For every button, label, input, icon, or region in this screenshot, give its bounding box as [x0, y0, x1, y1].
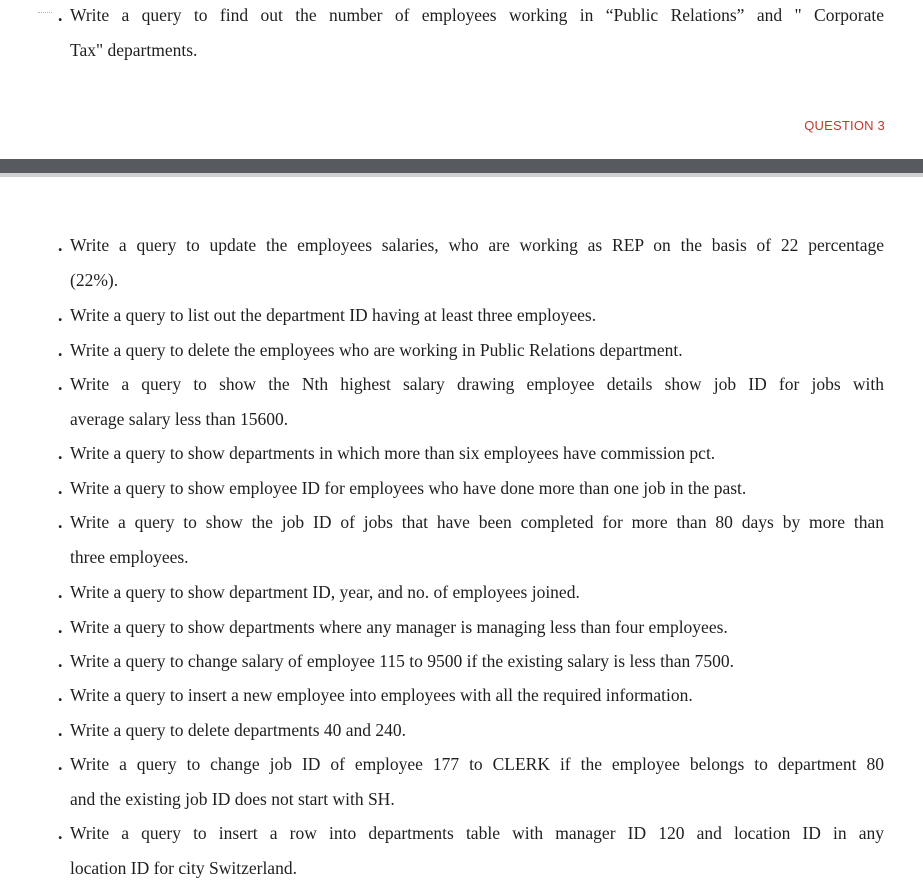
list-item [58, 333, 884, 368]
bullet: . [58, 340, 63, 360]
list-item [58, 678, 884, 713]
bullet: . [58, 5, 63, 25]
section-divider-shadow [0, 173, 923, 177]
list-item-line: Write a query to insert a row into departments table with manager ID 120 and location ID in any [70, 823, 884, 843]
list-item-line: Write a query to show the Nth highest salary drawing employee details show job ID for jobs with [70, 374, 884, 394]
bullet: . [58, 720, 63, 740]
list-item-line: Write a query to show the job ID of jobs that have been completed for more than 80 days by more than [70, 512, 884, 532]
list-item [58, 505, 884, 574]
bullet: . [58, 582, 63, 602]
list-item-line: Tax" departments. [70, 39, 198, 60]
list-item [58, 298, 884, 333]
list-item-line: (22%). [70, 269, 119, 290]
list-item-line: Write a query to change job ID of employee 177 to CLERK if the employee belongs to department 80 [70, 754, 884, 774]
section-divider [0, 159, 923, 173]
list-item-line: and the existing job ID does not start with SH. [70, 788, 395, 809]
bullet: . [58, 823, 63, 843]
list-item-line: Write a query to show departments where any manager is managing less than four employees. [70, 617, 728, 637]
list-item-line: Write a query to show departments in which more than six employees have commission pct. [70, 443, 716, 463]
list-item-line: Write a query to show department ID, year, and no. of employees joined. [70, 582, 580, 602]
list-item-line: location ID for city Switzerland. [70, 857, 297, 878]
list-item [58, 610, 884, 645]
bullet: . [58, 617, 63, 637]
bullet: . [58, 512, 63, 532]
top-list-item [58, 0, 884, 67]
list-item-line: Write a query to show employee ID for employees who have done more than one job in the past. [70, 478, 747, 498]
list-item [58, 367, 884, 436]
bullet: . [58, 235, 63, 255]
list-item-line: Write a query to delete departments 40 and 240. [70, 720, 407, 740]
list-item-line: Write a query to insert a new employee into employees with all the required information. [70, 685, 693, 705]
list-item [58, 471, 884, 506]
bullet: . [58, 754, 63, 774]
list-item-line: Write a query to list out the department ID having at least three employees. [70, 305, 597, 325]
list-item [58, 436, 884, 471]
list-item-line: average salary less than 15600. [70, 408, 289, 429]
list-item [58, 644, 884, 679]
list-item-line: Write a query to update the employees salaries, who are working as REP on the basis of 22 percentage [70, 235, 884, 255]
list-item [58, 575, 884, 610]
list-item-line: Write a query to delete the employees who are working in Public Relations department. [70, 340, 683, 360]
bullet: . [58, 685, 63, 705]
list-item [58, 816, 884, 885]
list-item [58, 713, 884, 748]
bullet: . [58, 305, 63, 325]
list-item-line: three employees. [70, 546, 189, 567]
list-item-line: Write a query to find out the number of employees working in “Public Relations” and " Corporate [70, 5, 884, 25]
question-heading: QUESTION 3 [804, 118, 885, 133]
list-item [58, 747, 884, 816]
bullet: . [58, 374, 63, 394]
list-item-line: Write a query to change salary of employee 115 to 9500 if the existing salary is less than 7500. [70, 651, 734, 671]
list-item [58, 228, 884, 297]
bullet: . [58, 443, 63, 463]
tick-mark [38, 12, 52, 13]
bullet: . [58, 651, 63, 671]
bullet: . [58, 478, 63, 498]
